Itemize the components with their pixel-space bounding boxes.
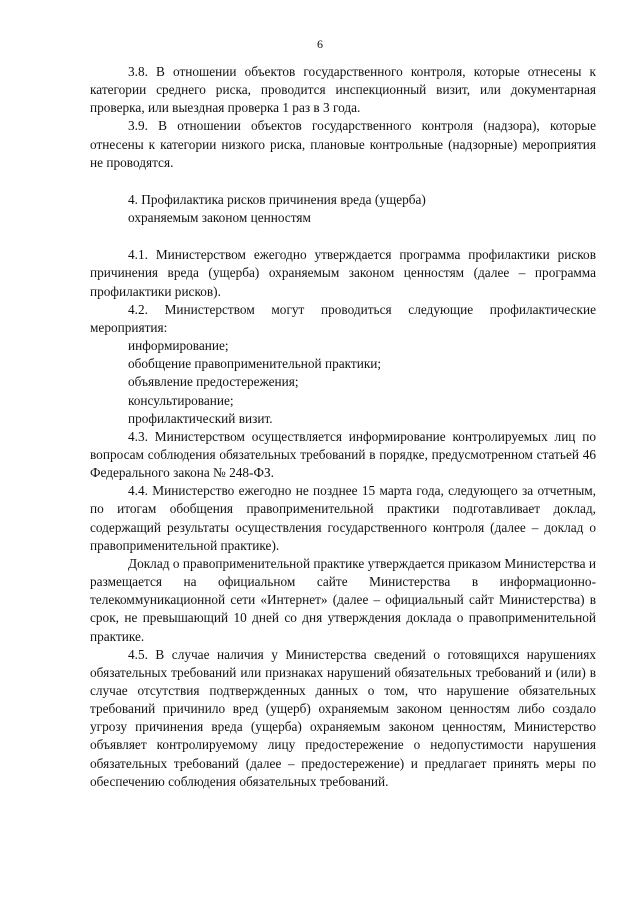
list-item: объявление предостережения;: [128, 374, 299, 390]
section-4-heading-line-2: охраняемым законом ценностям: [128, 210, 311, 226]
paragraph-4-1: 4.1. Министерством ежегодно утверждается программа профилактики рисков причинения вреда (ущерба) охраняемым законом ценностям (далее – программа профилактики рисков).: [90, 247, 596, 299]
list-item: обобщение правоприменительной практики;: [128, 356, 382, 372]
document-body: [90, 63, 596, 791]
page-number: 6: [317, 37, 323, 51]
paragraph-4-5: 4.5. В случае наличия у Министерства сведений о готовящихся нарушениях обязательных требований или признаках нарушений обязательных требований и (или) в случае отсутствия подтвержденных данных о том, что нарушение обязательных требований причинило вред (ущерб) охраняемым законом ценностям либо создало угрозу причинения вреда (ущерба) охраняемым законом ценностям, Министерство объявляет контролируемому лицу предостережение о недопустимости нарушения обязательных требований (далее – предостережение) и предлагает принять меры по обеспечению соблюдения обязательных требований.: [90, 646, 596, 789]
list-item: консультирование;: [128, 392, 234, 408]
section-4-heading: [90, 191, 596, 227]
paragraph-4-4-report: Доклад о правоприменительной практике утверждается приказом Министерства и размещается на официальном сайте Министерства в информационно-телекоммуникационной сети «Интернет» (далее – официальный сайт Министерства) в срок, не превышающий 10 дней со дня утверждения доклада о правоприменительной практике.: [90, 555, 596, 644]
measures-list: [90, 337, 596, 428]
paragraph-4-2: 4.2. Министерством могут проводиться следующие профилактические мероприятия:: [90, 301, 596, 335]
section-4-heading-line-1: 4. Профилактика рисков причинения вреда (ущерба): [128, 191, 426, 207]
list-item: профилактический визит.: [128, 410, 273, 426]
paragraph-3-9: 3.9. В отношении объектов государственного контроля (надзора), которые отнесены к категории низкого риска, плановые контрольные (надзорные) мероприятия не проводятся.: [90, 118, 596, 170]
paragraph-4-3: 4.3. Министерством осуществляется информирование контролируемых лиц по вопросам соблюдения обязательных требований в порядке, предусмотренном статьей 46 Федерального закона № 248-ФЗ.: [90, 428, 596, 481]
paragraph-3-8: 3.8. В отношении объектов государственного контроля, которые отнесены к категории среднего риска, проводится инспекционный визит, или документарная проверка, или выездная проверка 1 раз в 3 года.: [90, 64, 596, 116]
paragraph-4-4: 4.4. Министерство ежегодно не позднее 15 марта года, следующего за отчетным, по итогам обобщения правоприменительной практики подготавливает доклад, содержащий результаты осуществления государственного контроля (далее – доклад о правоприменительной практике).: [90, 483, 596, 553]
list-item: информирование;: [128, 338, 229, 354]
